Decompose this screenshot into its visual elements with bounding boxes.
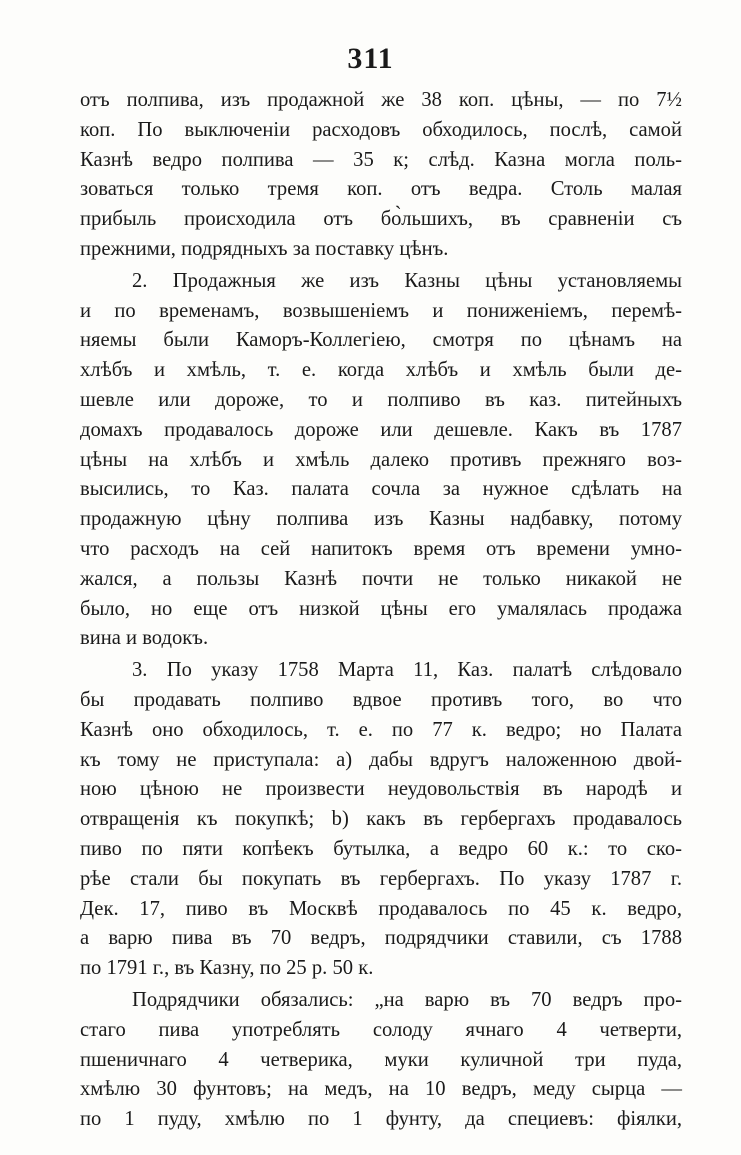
text-line: Казнѣ оно обходилось, т. е. по 77 к. ведро; но Палата — [80, 718, 682, 741]
text-line: Дек. 17, пиво въ Москвѣ продавалось по 45 к. ведро, — [80, 897, 682, 920]
text-line: было, но еще отъ низкой цѣны его умалялась продажа — [80, 597, 682, 620]
text-line: домахъ продавалось дороже или дешевле. Какъ въ 1787 — [80, 418, 682, 441]
text-line: отъ полпива, изъ продажной же 38 коп. цѣны, — по 7½ — [80, 89, 682, 111]
text-line: отвращенія къ покупкѣ; b) какъ въ гербергахъ продавалось — [80, 808, 682, 831]
page-body-text — [80, 86, 682, 1137]
text-line: Казнѣ ведро полпива — 35 к; слѣд. Казна могла поль- — [80, 148, 682, 171]
text-line: пиво по пяти копѣекъ бутылка, а ведро 60 к.: то ско- — [80, 837, 682, 860]
page-number: 311 — [347, 42, 394, 75]
text-line: шевле или дороже, то и полпиво въ каз. питейныхъ — [80, 388, 682, 411]
text-line: вина и водокъ. — [80, 627, 209, 650]
text-line: 3. По указу 1758 Марта 11, Каз. палатѣ слѣдовало — [132, 659, 682, 682]
paragraph-2 — [80, 267, 682, 654]
text-line: къ тому не приступала: а) дабы вдругъ наложенною двой- — [80, 748, 682, 771]
text-line: хлѣбъ и хмѣль, т. е. когда хлѣбъ и хмѣль были де- — [80, 359, 682, 382]
paragraph-3 — [80, 656, 682, 984]
paragraph-1 — [80, 86, 682, 265]
text-line: по 1791 г., въ Казну, по 25 р. 50 к. — [80, 957, 374, 980]
paragraph-4 — [80, 986, 682, 1135]
text-line: стаго пива употреблять солоду ячнаго 4 четверти, — [80, 1018, 682, 1041]
text-line: прежними, подрядныхъ за поставку цѣнъ. — [80, 237, 449, 260]
text-line: Подрядчики обязались: „на варю въ 70 ведръ про- — [132, 988, 682, 1011]
text-line: жался, а пользы Казнѣ почти не только никакой не — [80, 567, 682, 590]
text-line: 2. Продажныя же изъ Казны цѣны установляемы — [132, 269, 682, 292]
text-line: прибыль происходила отъ бо̀льшихъ, въ сравненіи съ — [80, 208, 682, 231]
text-line: пшеничнаго 4 четверика, муки куличной три пуда, — [80, 1048, 682, 1071]
text-line: цѣны на хлѣбъ и хмѣль далеко противъ прежняго воз- — [80, 448, 682, 471]
text-line: а варю пива въ 70 ведръ, подрядчики ставили, съ 1788 — [80, 927, 682, 950]
text-line: рѣе стали бы покупать въ гербергахъ. По указу 1787 г. — [80, 867, 682, 890]
text-line: продажную цѣну полпива изъ Казны надбавку, потому — [80, 508, 682, 531]
text-line: бы продавать полпиво вдвое противъ того, во что — [80, 688, 682, 711]
text-line: зоваться только тремя коп. отъ ведра. Столь малая — [80, 178, 682, 201]
text-line: ною цѣною не произвести неудовольствія въ народѣ и — [80, 778, 682, 801]
text-line: коп. По выключеніи расходовъ обходилось, послѣ, самой — [80, 118, 682, 141]
text-line: по 1 пуду, хмѣлю по 1 фунту, да специевъ: фіялки, — [80, 1108, 682, 1131]
text-line: высились, то Каз. палата сочла за нужное сдѣлать на — [80, 478, 682, 501]
text-line: и по временамъ, возвышеніемъ и пониженіемъ, перемѣ- — [80, 299, 682, 322]
text-line: няемы были Каморъ-Коллегіею, смотря по цѣнамъ на — [80, 329, 682, 352]
text-line: что расходъ на сей напитокъ время отъ времени умно- — [80, 537, 682, 560]
text-line: хмѣлю 30 фунтовъ; на медъ, на 10 ведръ, меду сырца — — [80, 1078, 682, 1101]
